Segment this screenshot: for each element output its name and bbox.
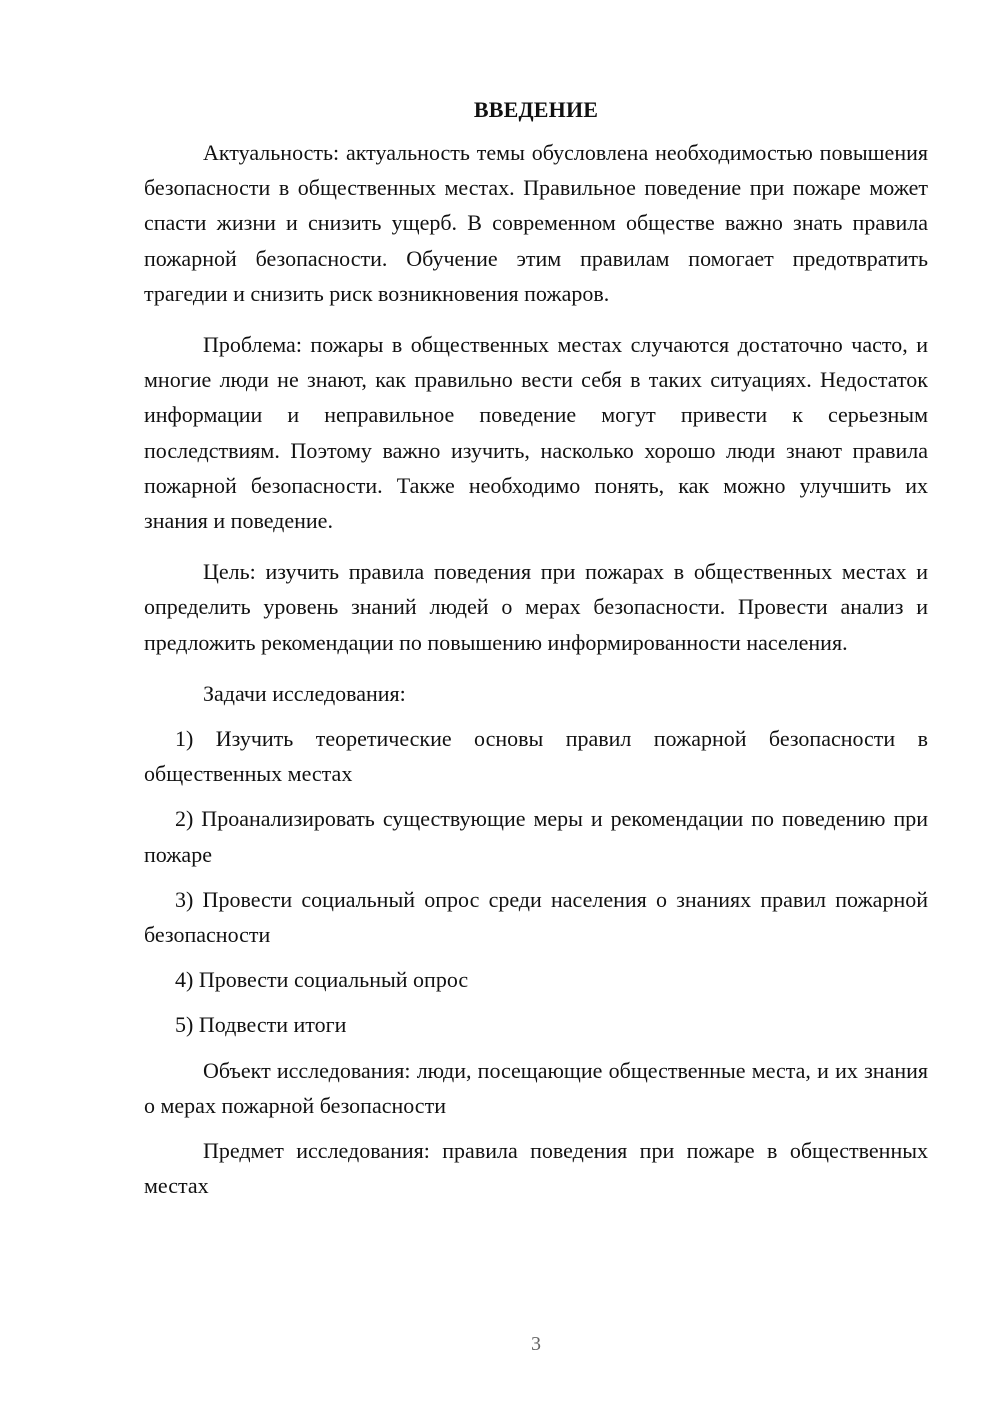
subject-paragraph: Предмет исследования: правила поведения при пожаре в общественных местах [144,1138,928,1199]
tasks-heading: Задачи исследования: [203,680,406,706]
task-item-5: 5) Подвести итоги [175,1012,347,1038]
task-item-3: 3) Провести социальный опрос среди населения о знаниях правил пожарной безопасности [144,886,928,948]
page-title: ВВЕДЕНИЕ [473,97,599,122]
task-item-2: 2) Проанализировать существующие меры и рекомендации по поведению при пожаре [144,806,928,867]
relevance-paragraph: Актуальность: актуальность темы обусловлена необходимостью повышения безопасности в общественных местах. Правильное поведение при пожаре может спасти жизни и снизить ущерб. В современном обществе важно знать правила пожарной безопасности. Обучение этим правилам помогает предотвратить трагедии и снизить риск возникновения пожаров. [144,140,928,306]
object-paragraph: Объект исследования: люди, посещающие общественные места, и их знания о мерах пожарной безопасности [144,1057,928,1118]
page-content [144,92,928,1203]
task-item-1: 1) Изучить теоретические основы правил пожарной безопасности в общественных местах [144,726,928,787]
page-number: 3 [531,1333,541,1355]
problem-paragraph: Проблема: пожары в общественных местах случаются достаточно часто, и многие люди не знают, как правильно вести себя в таких ситуациях. Недостаток информации и неправильное поведение могут привести к серьезным последствиям. Поэтому важно изучить, насколько хорошо люди знают правила пожарной безопасности. Также необходимо понять, как можно улучшить их знания и поведение. [144,332,928,534]
task-item-4: 4) Провести социальный опрос [175,967,469,993]
goal-paragraph: Цель: изучить правила поведения при пожарах в общественных местах и определить уровень знаний людей о мерах безопасности. Провести анализ и предложить рекомендации по повышению информированности населения. [144,559,928,655]
